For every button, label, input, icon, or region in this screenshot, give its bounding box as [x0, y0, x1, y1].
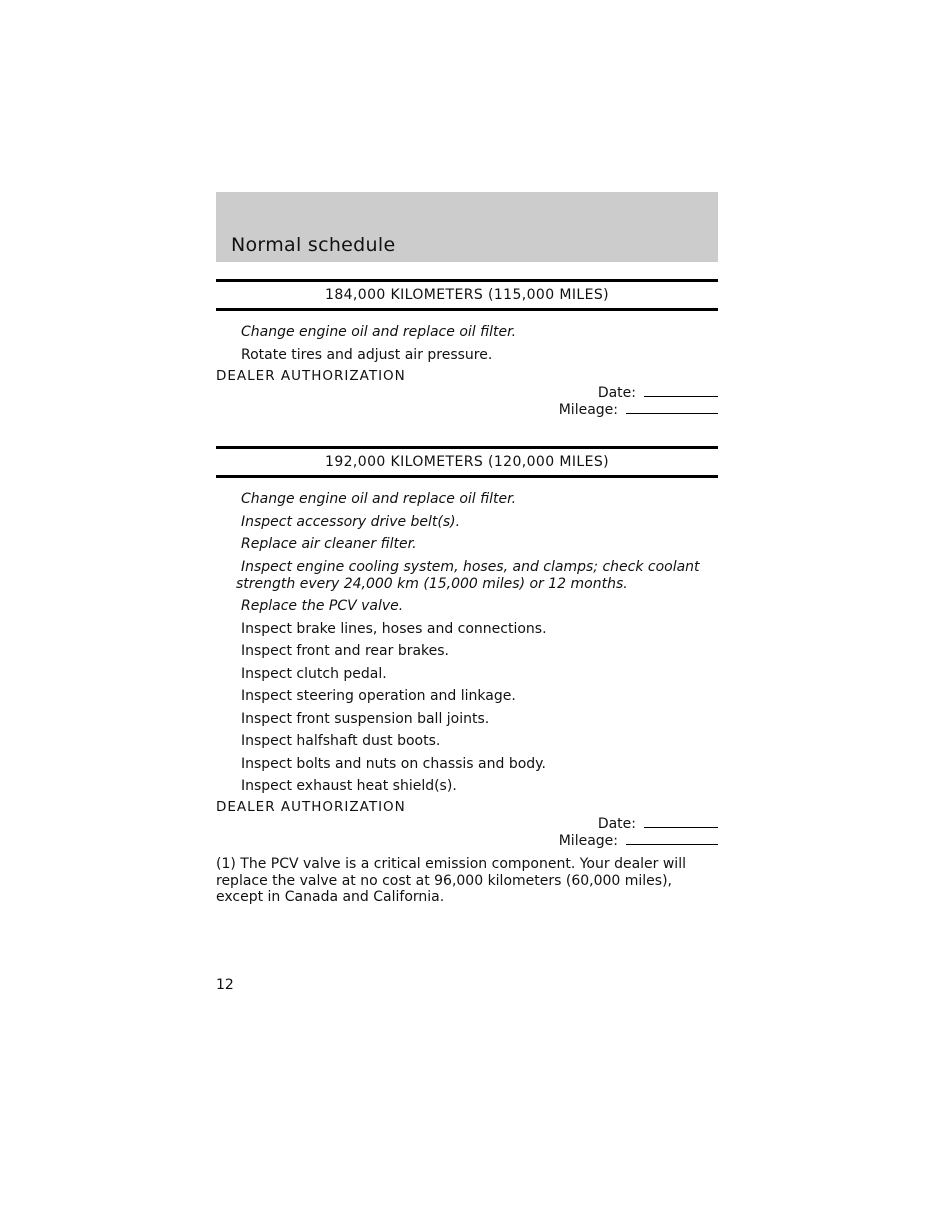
- list-item: Inspect bolts and nuts on chassis and body.: [241, 755, 546, 772]
- list-item: Change engine oil and replace oil filter.: [241, 491, 517, 507]
- dealer-authorization-label: DEALER AUTHORIZATION: [216, 799, 406, 815]
- date-field[interactable]: [644, 826, 718, 828]
- section-heading-184000: 184,000 KILOMETERS (115,000 MILES): [216, 279, 718, 311]
- list-item: Replace the PCV valve.: [241, 598, 404, 614]
- list-item: Change engine oil and replace oil filter.: [241, 324, 517, 340]
- mileage-field[interactable]: [626, 843, 718, 845]
- list-item: Inspect front suspension ball joints.: [241, 710, 490, 727]
- mileage-row: [216, 833, 718, 850]
- list-item: Rotate tires and adjust air pressure.: [241, 347, 493, 363]
- date-label: Date:: [597, 816, 636, 832]
- header-band: [216, 192, 718, 262]
- dealer-authorization-label: DEALER AUTHORIZATION: [216, 368, 406, 384]
- list-item: Inspect front and rear brakes.: [241, 643, 450, 659]
- date-row: [216, 816, 718, 833]
- list-item: Replace air cleaner filter.: [241, 536, 417, 552]
- footnote: (1) The PCV valve is a critical emission component. Your dealer will replace the valve at no cost at 96,000 kilometers (60,000 miles), except in Canada and California.: [216, 856, 686, 905]
- page-number: 12: [216, 977, 234, 993]
- mileage-label: Mileage:: [558, 402, 618, 418]
- mileage-field[interactable]: [626, 412, 718, 414]
- page-title: Normal schedule: [231, 234, 396, 256]
- date-label: Date:: [597, 385, 636, 401]
- list-item: Inspect steering operation and linkage.: [241, 688, 516, 704]
- date-field[interactable]: [644, 395, 718, 397]
- list-item: Inspect exhaust heat shield(s).: [241, 778, 457, 794]
- list-item: Inspect accessory drive belt(s).: [241, 513, 461, 530]
- list-item: Inspect brake lines, hoses and connections.: [241, 620, 547, 637]
- list-item: Inspect halfshaft dust boots.: [241, 733, 441, 749]
- section2-items: [216, 491, 718, 795]
- date-row: [216, 385, 718, 402]
- section-heading-192000: 192,000 KILOMETERS (120,000 MILES): [216, 446, 718, 478]
- list-item: Inspect clutch pedal.: [241, 665, 387, 682]
- list-item: Inspect engine cooling system, hoses, and clamps; check coolant strength every 24,000 km (15,000 miles) or 12 months.: [236, 558, 700, 592]
- section1-items: [216, 324, 718, 364]
- mileage-row: [216, 402, 718, 419]
- manual-page: [216, 192, 718, 906]
- mileage-label: Mileage:: [558, 833, 618, 849]
